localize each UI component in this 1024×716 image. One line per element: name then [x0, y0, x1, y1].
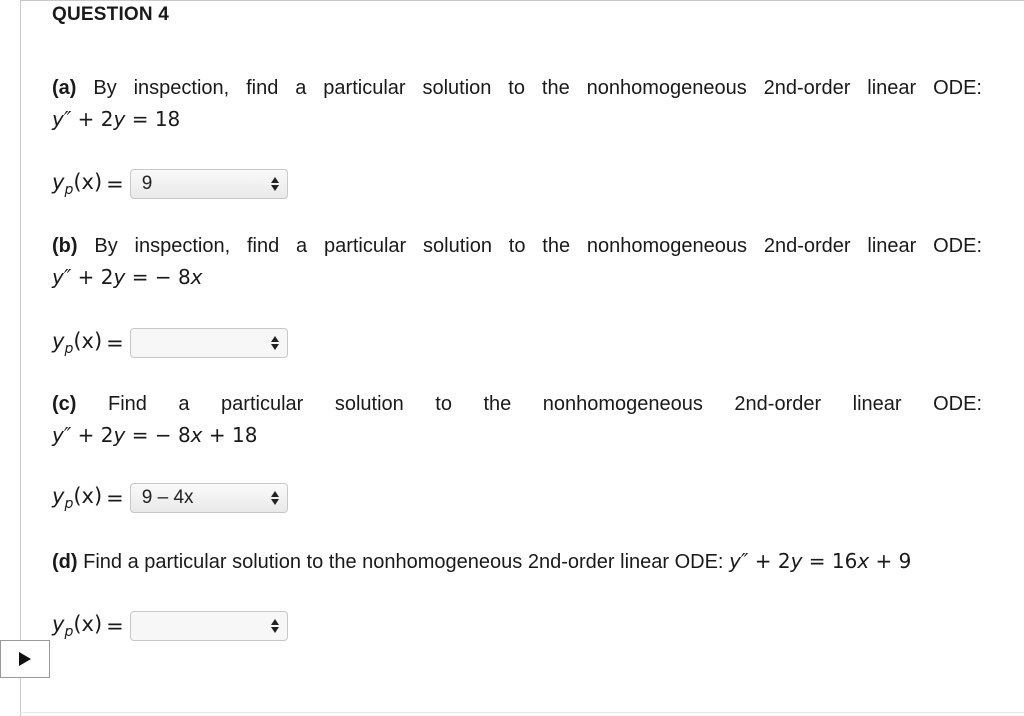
part-c-equation: y″ + 2y = − 8x + 18 [52, 423, 258, 447]
part-b-tag: (b) [52, 235, 78, 257]
part-d-prompt [52, 546, 982, 578]
part-a-selected-value: 9 [141, 173, 153, 194]
part-c-tag: (c) [52, 393, 77, 415]
question-title: QUESTION 4 [52, 4, 170, 25]
play-button[interactable] [0, 640, 50, 678]
part-b-answer-row [52, 328, 288, 358]
part-c-text: Find a particular solution to the nonhomogeneous 2nd-order linear ODE: [107, 393, 982, 415]
part-a-answer-label: $y_p(x)$ [52, 170, 103, 198]
part-d-answer-row [52, 611, 288, 641]
part-c-answer-row [52, 483, 288, 513]
part-b-text: By inspection, find a particular solution to the nonhomogeneous 2nd-order linear ODE: [94, 235, 982, 257]
part-c-selected-value: 9 – 4x [141, 487, 194, 508]
equals-sign: = [106, 486, 124, 510]
updown-arrows-icon [271, 491, 279, 505]
part-a-tag: (a) [52, 77, 77, 99]
divider [20, 712, 1024, 713]
part-d-equation: y″ + 2y = 16x + 9 [729, 549, 912, 573]
part-c-answer-select[interactable] [130, 483, 288, 513]
equals-sign: = [106, 331, 124, 355]
part-d-tag: (d) [52, 551, 78, 573]
part-c-answer-label: $y_p(x)$ [52, 484, 103, 512]
part-b-prompt [52, 231, 982, 293]
updown-arrows-icon [271, 619, 279, 633]
part-b-answer-label: $y_p(x)$ [52, 329, 103, 357]
part-a-text: By inspection, find a particular solution to the nonhomogeneous 2nd-order linear ODE: [93, 77, 982, 99]
part-a-prompt [52, 73, 982, 135]
part-d-text: Find a particular solution to the nonhomogeneous 2nd-order linear ODE: [83, 551, 724, 573]
part-a-equation: y″ + 2y = 18 [52, 107, 181, 131]
part-b-answer-select[interactable] [130, 328, 288, 358]
updown-arrows-icon [271, 177, 279, 191]
part-a-answer-select[interactable] [130, 169, 288, 199]
part-c-prompt [52, 389, 982, 451]
equals-sign: = [106, 614, 124, 638]
equals-sign: = [106, 172, 124, 196]
part-a-answer-row [52, 169, 288, 199]
part-d-answer-select[interactable] [130, 611, 288, 641]
updown-arrows-icon [271, 336, 279, 350]
part-d-answer-label: $y_p(x)$ [52, 612, 103, 640]
play-icon [19, 652, 31, 666]
part-b-equation: y″ + 2y = − 8x [52, 265, 203, 289]
